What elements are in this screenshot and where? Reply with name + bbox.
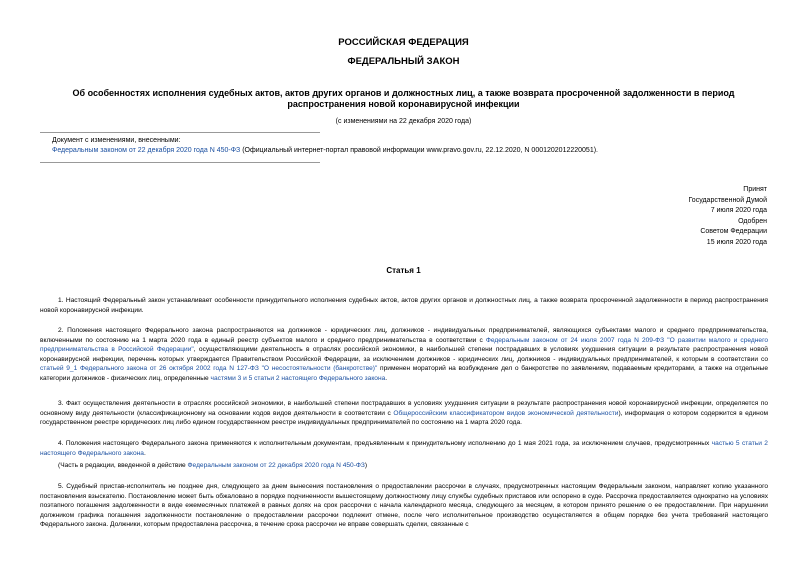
changes-law-link[interactable]: Федеральным законом от 22 декабря 2020 года N 450-ФЗ (52, 147, 241, 154)
law-450-fz-link[interactable]: Федеральным законом от 22 декабря 2020 года N 450-ФЗ (187, 462, 365, 469)
approved-date: 15 июля 2020 года (706, 238, 767, 246)
part-5-link[interactable]: частью 5 статьи 2 настоящего Федерального закона (40, 440, 768, 457)
article-heading: Статья 1 (386, 266, 421, 275)
paragraph-4-note (40, 461, 768, 471)
p2-text-c: применен мораторий на возбуждение дел о банкротстве по заявлениям, подаваемым кредиторами, а также на отдельные категории должников - физических лиц, определенные (40, 365, 768, 382)
changes-block (52, 136, 772, 156)
p3-text-b: ), информация о котором содержится в едином государственном реестре юридических лиц либо едином государственном реестре индивидуальных предпринимателей по состоянию на 1 марта 2020 года. (40, 409, 769, 427)
p4-note-b: ) (364, 462, 368, 469)
paragraph-4 (40, 439, 768, 458)
country-heading: РОССИЙСКАЯ ФЕДЕРАЦИЯ (338, 37, 469, 48)
approved-label: Одобрен (738, 217, 767, 225)
p3-text-a: 3. Факт осуществления деятельности в отраслях российской экономики, в наибольшей степени пострадавших в условиях ухудшения ситуации в результате распространения новой коронавирусной инфекции, определяется по основному виду деятельности (классификационному на основании кодов видов деятельности в соответствии с (40, 400, 768, 417)
accepted-date: 7 июля 2020 года (710, 207, 767, 214)
p2-text-a: 2. Положения настоящего Федерального закона распространяются на должников - юридических лиц, должников - индивидуальных предпринимателей, являющихся субъектами малого и среднего предпринимательства, включенными по состоянию на 1 марта 2020 года в единый реестр субъектов малого и среднего предпринимательства в соответствии с (40, 327, 768, 344)
law-title: Об особенностях исполнения судебных актов, актов других органов и должностных лиц, а также возврата просроченной задолженности в период распространения новой коронавирусной инфекции (72, 88, 735, 109)
divider-bottom (40, 162, 320, 163)
approved-body: Советом Федерации (700, 228, 767, 235)
accepted-body: Государственной Думой (688, 196, 767, 204)
paragraph-1: 1. Настоящий Федеральный закон устанавливает особенности принудительного исполнения судебных актов, актов других органов и должностных лиц, а также возврата просроченной задолженности в период распространения новой коронавирусной инфекции. (40, 297, 768, 314)
p4-text-b: . (143, 449, 146, 457)
p2-text-d: . (385, 374, 388, 382)
changes-intro: Документ с изменениями, внесенными: (52, 137, 181, 144)
changes-line (52, 146, 772, 156)
paragraph-2 (40, 326, 768, 384)
law-type-heading: ФЕДЕРАЛЬНЫЙ ЗАКОН (347, 56, 460, 67)
okved-link[interactable]: Общероссийским классификатором видов экономической деятельности (393, 409, 619, 417)
parts-3-5-link[interactable]: частями 3 и 5 статьи 2 настоящего Федерального закона (210, 374, 386, 382)
edition-note: (с изменениями на 22 декабря 2020 года) (335, 118, 472, 125)
law-127-fz-link[interactable]: статьей 9_1 Федерального закона от 26 октября 2002 года N 127-ФЗ "О несостоятельности (банкротстве)" (40, 365, 378, 373)
changes-source: (Официальный интернет-портал правовой информации www.pravo.gov.ru, 22.12.2020, N 0001202012220051). (240, 147, 598, 154)
law-209-fz-link[interactable]: Федеральным законом от 24 июля 2007 года N 209-ФЗ "О развитии малого и среднего предпринимательства в Российской Федерации" (40, 336, 768, 354)
p2-text-b: , осуществляющими деятельность в отраслях российской экономики, в наибольшей степени пострадавших в условиях ухудшения ситуации в результате распространения новой коронавирусной инфекции, перечень которых утверждается Правительством Российской Федерации, за исключением должников - юридических лиц, должников - индивидуальных предпринимателей, к которым в соответствии со (40, 346, 768, 363)
p4-note-a: (Часть в редакции, введенной в действие (58, 462, 188, 469)
paragraph-3 (40, 399, 768, 428)
divider-top (40, 132, 320, 133)
paragraph-5: 5. Судебный пристав-исполнитель не позднее дня, следующего за днем вынесения постановления о предоставлении рассрочки в случаях, предусмотренных настоящим Федеральным законом, направляет копию указанного постановления взыскателю. Постановление может быть обжаловано в порядке подчиненности вышестоящему должностному лицу службы судебных приставов или оспорено в суде. Рассрочка предоставляется однократно на условиях поэтапного погашения задолженности в виде ежемесячных платежей в равных долях на срок рассрочки с начала календарного месяца, следующего за месяцем, в котором принято решение о ее предоставлении. При нарушении должником графика погашения задолженности постановление о предоставлении рассрочки подлежит отмене, после чего исполнительное производство осуществляется в общем порядке без учета требований настоящего Федерального закона. Должники, которым предоставлена рассрочка, в течение срока рассрочки не вправе совершать сделки, связанные с (40, 483, 768, 529)
adoption-block (688, 185, 767, 248)
p4-text-a: 4. Положения настоящего Федерального закона применяются к исполнительным документам, предъявленным к принудительному исполнению до 1 мая 2021 года, за исключением случаев, предусмотренных (58, 440, 712, 447)
accepted-label: Принят (743, 186, 767, 193)
